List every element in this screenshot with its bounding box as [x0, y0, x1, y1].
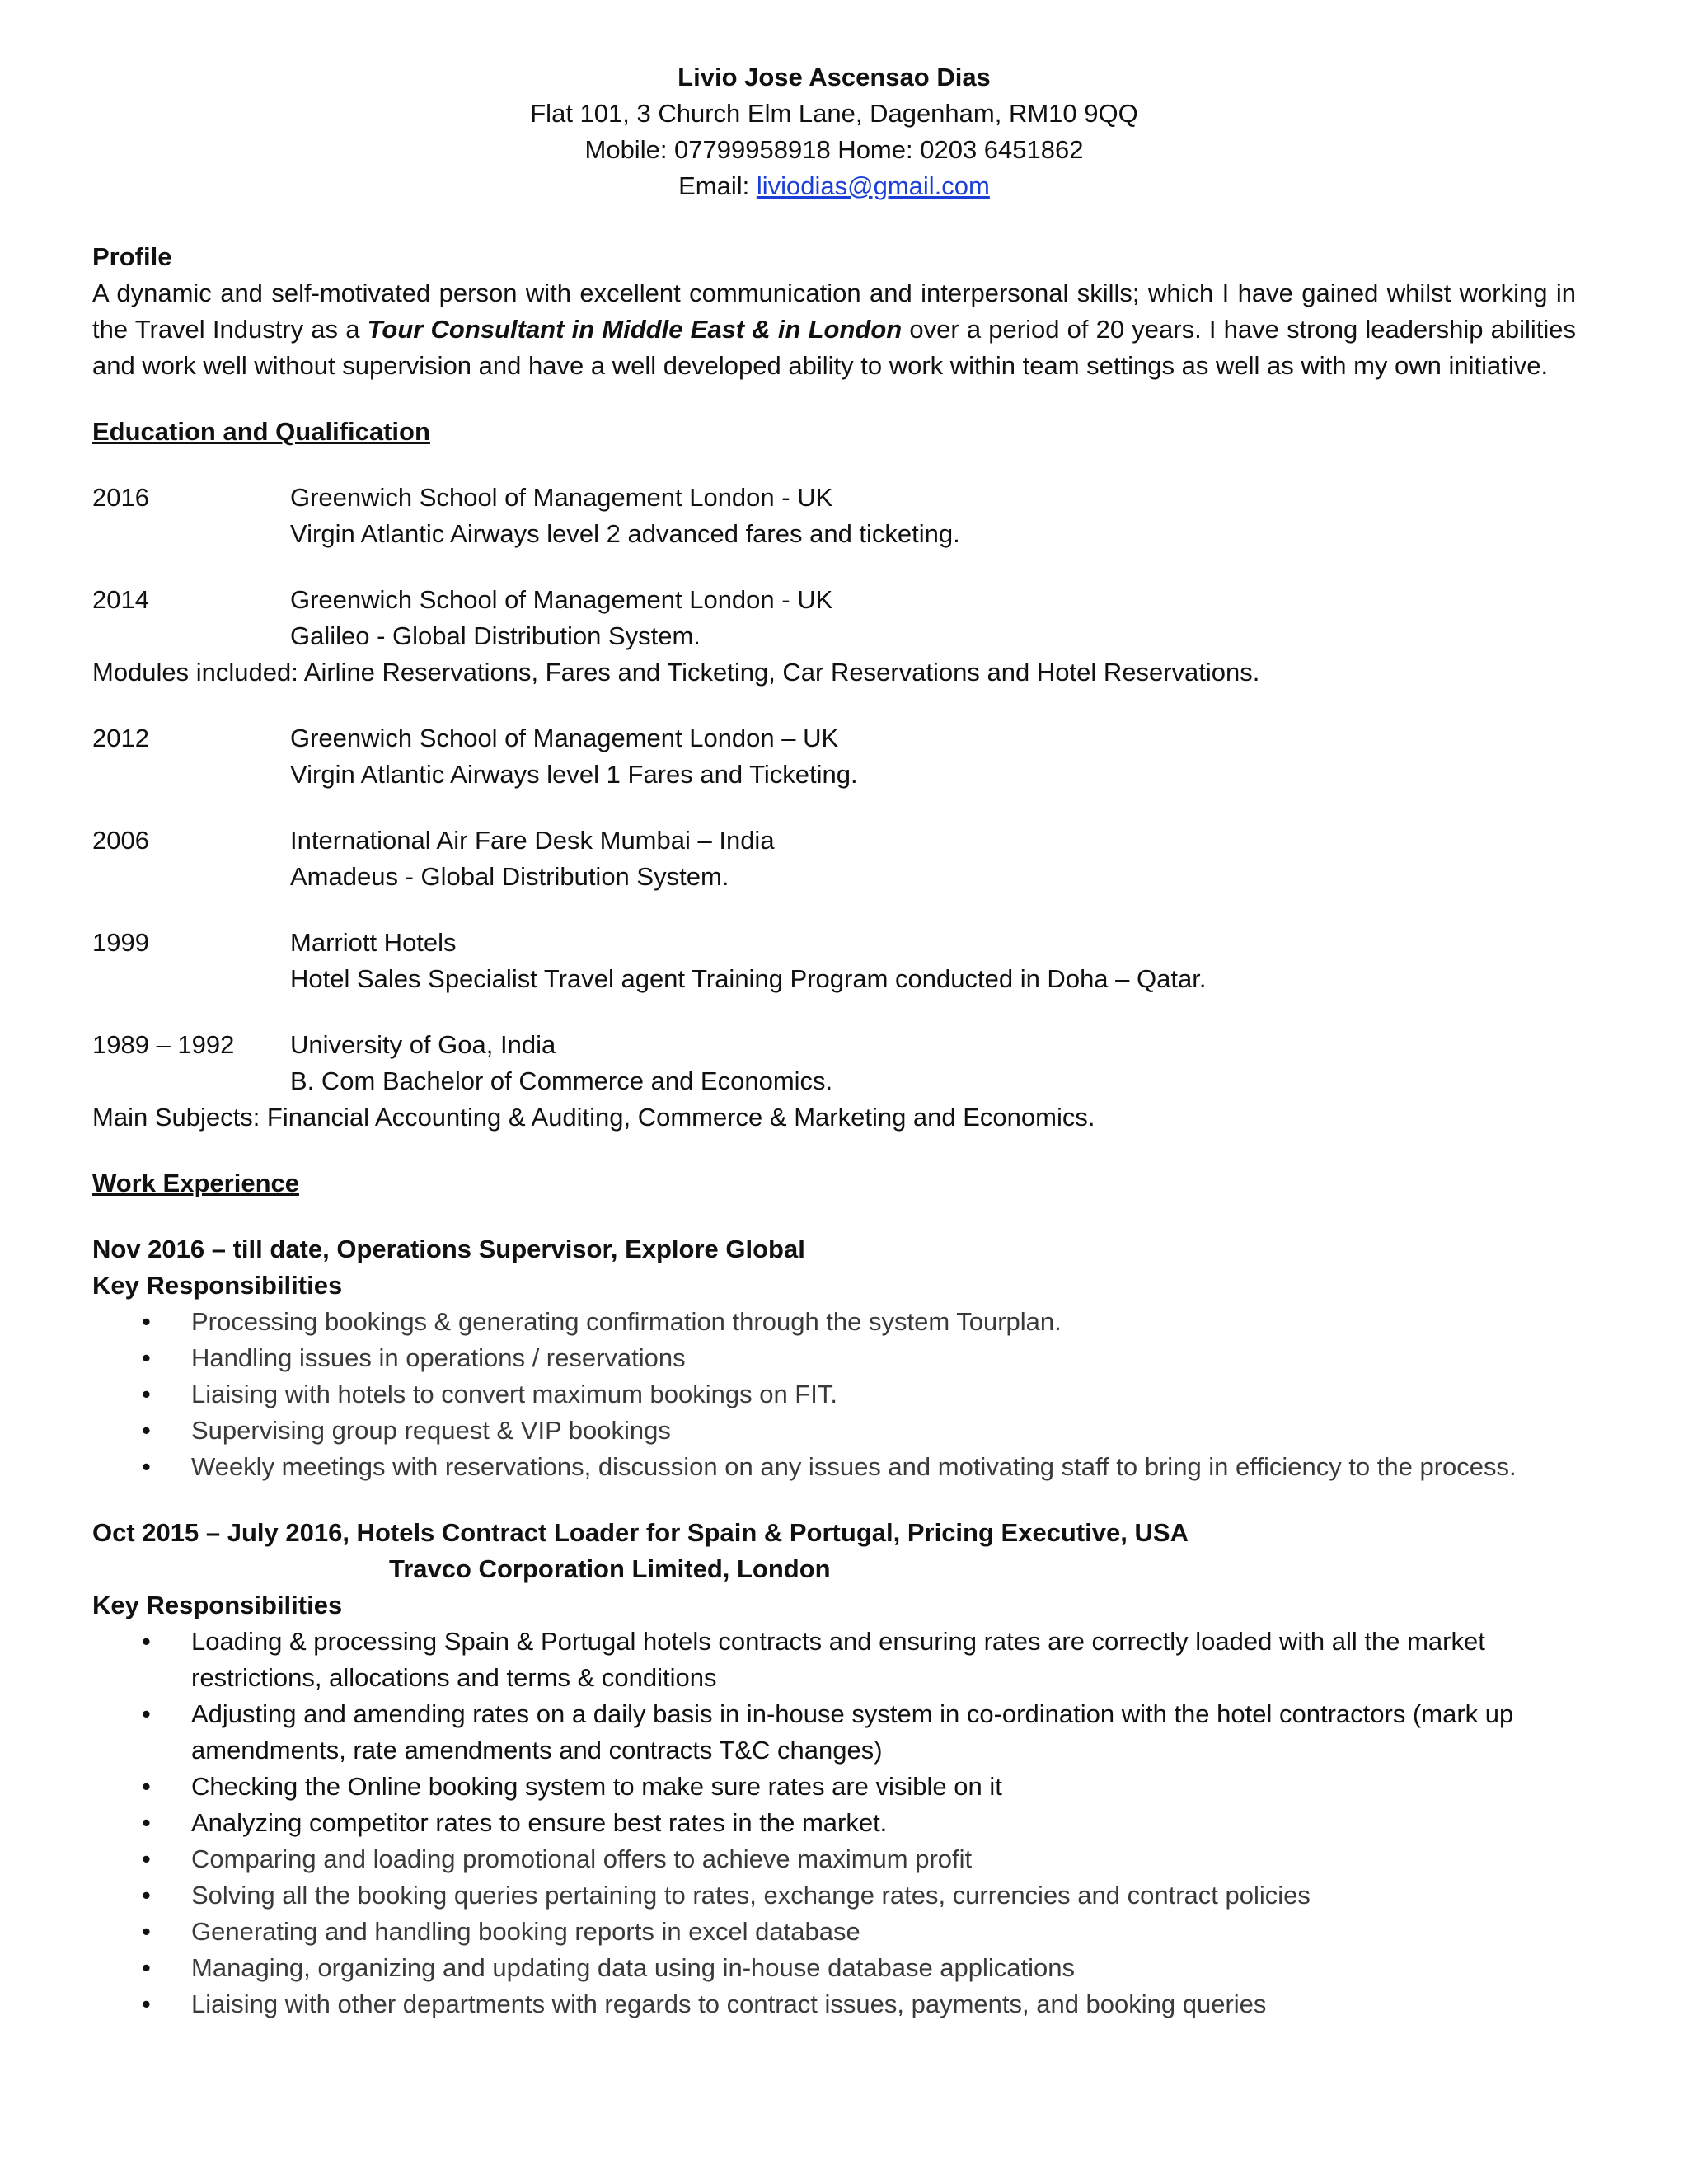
- list-item: • Supervising group request & VIP bookings: [142, 1416, 671, 1445]
- education-entry: [92, 1027, 1576, 1099]
- education-course: Hotel Sales Specialist Travel agent Training Program conducted in Doha – Qatar.: [290, 964, 1207, 993]
- education-institution: Greenwich School of Management London - UK: [290, 483, 833, 512]
- email-label: Email:: [678, 171, 757, 200]
- education-entry: [92, 582, 1576, 654]
- profile-highlight: Tour Consultant in Middle East & in London: [367, 315, 903, 344]
- education-institution: Greenwich School of Management London - UK: [290, 585, 833, 614]
- email-line: [92, 168, 1576, 204]
- list-item: • Processing bookings & generating confirmation through the system Tourplan.: [142, 1307, 1062, 1336]
- profile-text-b: over a period of 20 years. I have strong leadership abilities and work well without supervision and have a well developed ability to work within team settings as well as with my own initiative.: [92, 315, 1576, 380]
- profile-text-a: A dynamic and self-motivated person with excellent communication and interpersonal skills; which I have gained whilst working in the Travel Industry as a: [92, 279, 1576, 344]
- education-institution: Marriott Hotels: [290, 928, 457, 957]
- responsibility-list: [92, 1624, 1576, 2022]
- education-year: 1999: [92, 928, 149, 957]
- education-year: 2014: [92, 585, 149, 614]
- profile-text: [92, 275, 1576, 384]
- list-item: • Analyzing competitor rates to ensure best rates in the market.: [142, 1808, 888, 1837]
- education-institution: University of Goa, India: [290, 1030, 556, 1059]
- list-item: • Comparing and loading promotional offers to achieve maximum profit: [142, 1844, 973, 1873]
- list-item: • Liaising with other departments with regards to contract issues, payments, and booking queries: [142, 1990, 1267, 2018]
- contact-header: [92, 59, 1576, 204]
- education-year: 2012: [92, 724, 149, 752]
- education-course: Amadeus - Global Distribution System.: [290, 862, 729, 891]
- list-item: • Adjusting and amending rates on a daily basis in in-house system in co-ordination with the hotel contractors (mark up amendments, rate amendments and contracts T&C changes): [142, 1699, 1514, 1765]
- education-course: Virgin Atlantic Airways level 2 advanced fares and ticketing.: [290, 519, 960, 548]
- list-item: • Managing, organizing and updating data using in-house database applications: [142, 1953, 1076, 1982]
- education-entry: [92, 720, 1576, 793]
- education-entry: [92, 823, 1576, 895]
- job-employer: Travco Corporation Limited, London: [389, 1554, 831, 1583]
- phone-numbers: Mobile: 07799958918 Home: 0203 6451862: [584, 135, 1084, 164]
- key-responsibilities-label: Key Responsibilities: [92, 1271, 343, 1300]
- profile-heading: Profile: [92, 242, 172, 271]
- list-item: • Generating and handling booking reports in excel database: [142, 1917, 860, 1946]
- education-year: 1989 – 1992: [92, 1030, 235, 1059]
- list-item: • Weekly meetings with reservations, discussion on any issues and motivating staff to bring in efficiency to the process.: [142, 1452, 1517, 1481]
- education-modules: Modules included: Airline Reservations, Fares and Ticketing, Car Reservations and Hotel Reservations.: [92, 658, 1260, 687]
- work-heading: Work Experience: [92, 1169, 299, 1197]
- job-title: Oct 2015 – July 2016, Hotels Contract Loader for Spain & Portugal, Pricing Executive, USA: [92, 1518, 1189, 1547]
- job-title: Nov 2016 – till date, Operations Supervisor, Explore Global: [92, 1235, 805, 1263]
- education-institution: International Air Fare Desk Mumbai – India: [290, 826, 775, 855]
- education-course: B. Com Bachelor of Commerce and Economics.: [290, 1066, 833, 1095]
- education-subjects: Main Subjects: Financial Accounting & Auditing, Commerce & Marketing and Economics.: [92, 1103, 1095, 1132]
- education-year: 2016: [92, 483, 149, 512]
- key-responsibilities-label: Key Responsibilities: [92, 1591, 343, 1619]
- list-item: • Checking the Online booking system to make sure rates are visible on it: [142, 1772, 1002, 1801]
- education-year: 2006: [92, 826, 149, 855]
- education-course: Virgin Atlantic Airways level 1 Fares and Ticketing.: [290, 760, 858, 789]
- list-item: • Solving all the booking queries pertaining to rates, exchange rates, currencies and contract policies: [142, 1881, 1311, 1910]
- list-item: • Loading & processing Spain & Portugal hotels contracts and ensuring rates are correctly loaded with all the market restrictions, allocations and terms & conditions: [142, 1627, 1485, 1692]
- list-item: • Handling issues in operations / reservations: [142, 1343, 686, 1372]
- candidate-name: Livio Jose Ascensao Dias: [678, 63, 991, 91]
- list-item: • Liaising with hotels to convert maximum bookings on FIT.: [142, 1380, 837, 1408]
- email-link[interactable]: liviodias@gmail.com: [756, 171, 990, 200]
- address: Flat 101, 3 Church Elm Lane, Dagenham, RM10 9QQ: [530, 99, 1138, 128]
- education-entry: [92, 480, 1576, 552]
- education-heading: Education and Qualification: [92, 417, 430, 446]
- responsibility-list: [92, 1304, 1576, 1485]
- education-institution: Greenwich School of Management London – UK: [290, 724, 839, 752]
- education-entry: [92, 925, 1576, 997]
- resume-page: [92, 59, 1576, 2022]
- education-course: Galileo - Global Distribution System.: [290, 621, 701, 650]
